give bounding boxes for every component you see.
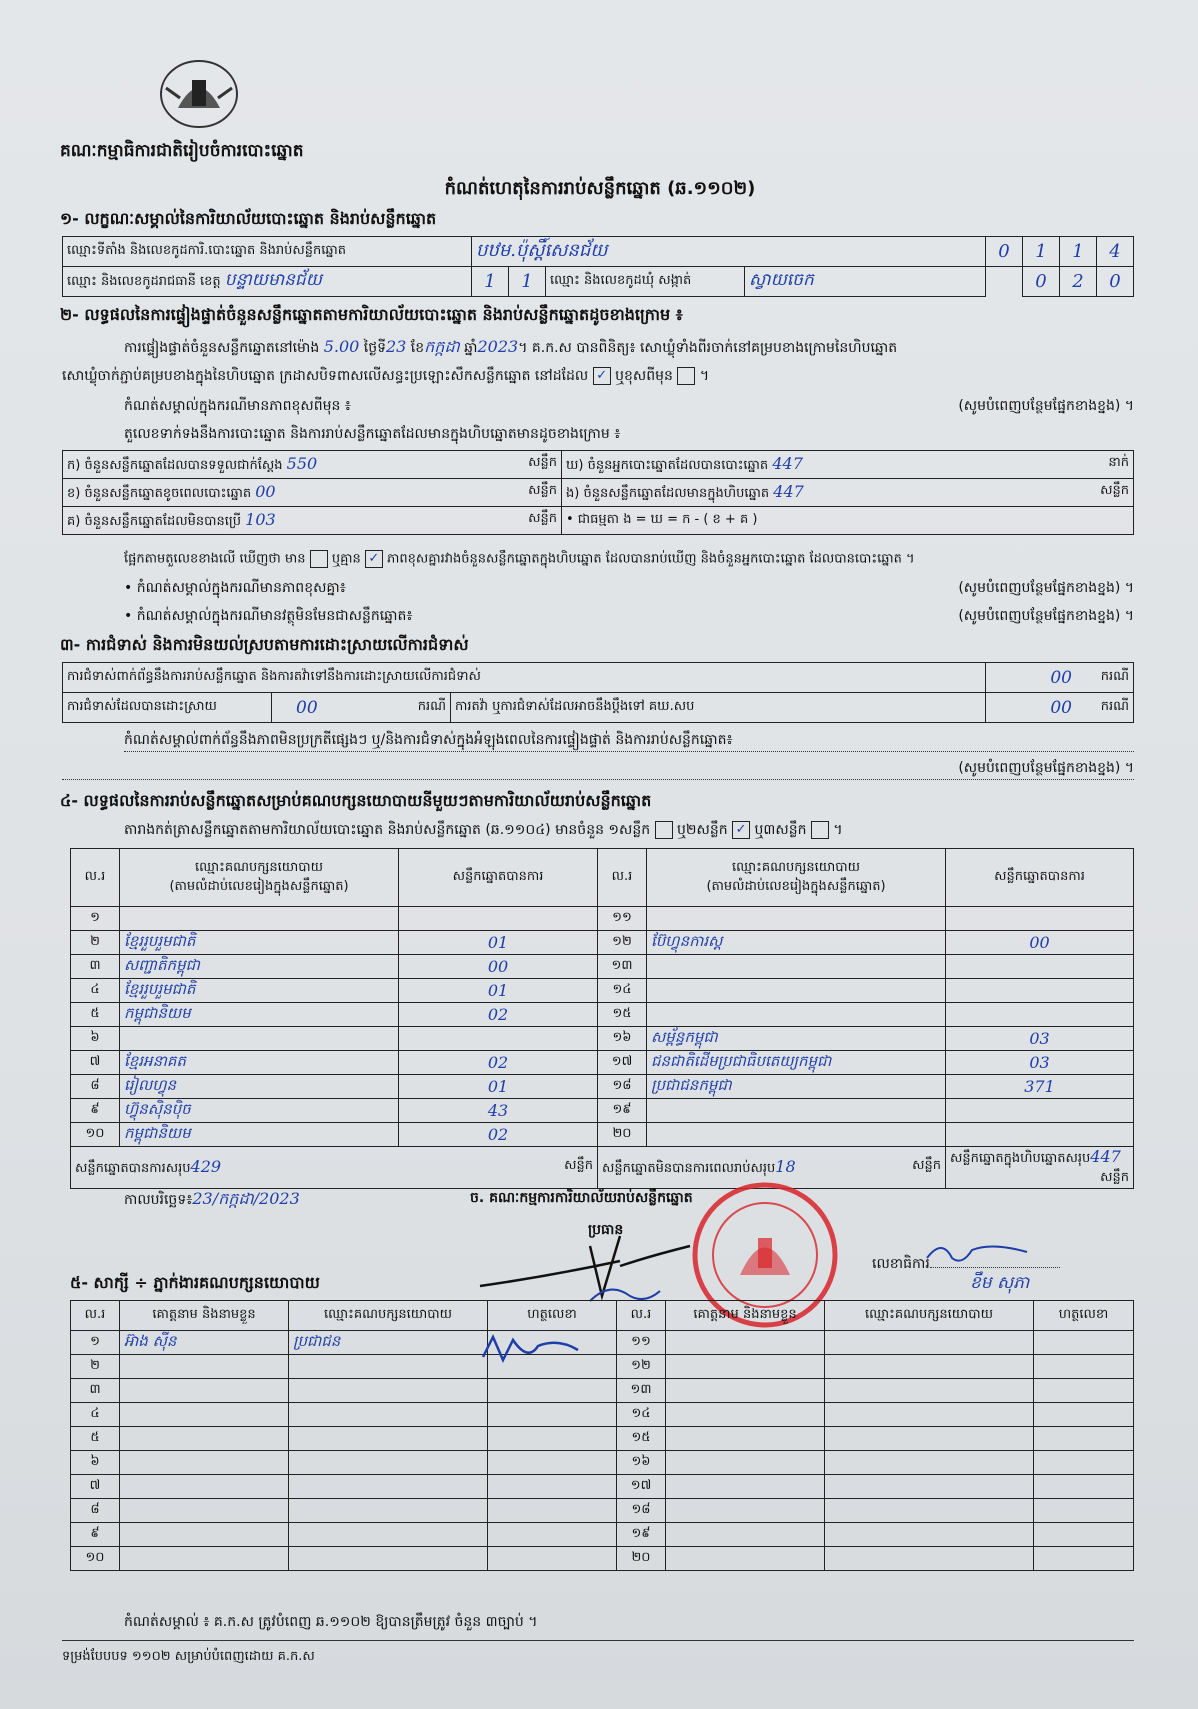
witness-no-left: ១០ (71, 1547, 120, 1571)
secretary-name: ខឹម សុភា (970, 1273, 1030, 1293)
party-votes-left: 02 (399, 1051, 598, 1075)
no-discrepancy-checkbox[interactable]: ✓ (365, 550, 383, 568)
witness-body (71, 1331, 1134, 1571)
witness-no-right: ២០ (617, 1547, 666, 1571)
result-row (71, 907, 1134, 931)
witness-name-right (666, 1331, 825, 1355)
party-name-right (647, 1099, 946, 1123)
section1-table (62, 236, 1134, 297)
party-name-left: ខ្មែរអនាគត (120, 1051, 399, 1075)
row-no-right: ១៦ (598, 1027, 647, 1051)
resolved-label: ការជំទាស់ដែលបានដោះស្រាយ (63, 693, 272, 723)
commune-code-2: 2 (1060, 267, 1097, 297)
complaints-value: 00 (1050, 667, 1072, 688)
section4-heading: ៤- លទ្ធផលនៃការរាប់សន្លឹកឆ្នោតសម្រាប់គណបក្សនយោបាយនីមួយៗតាមការិយាល័យរាប់សន្លឹកឆ្នោត (60, 791, 652, 810)
section3-heading: ៣- ការជំទាស់ និងការមិនយល់ស្របតាមការដោះស្រាយលើការជំទាស់ (60, 635, 469, 654)
party-name-left: កម្ពុជានិយម (120, 1123, 399, 1147)
witness-party-right (825, 1355, 1034, 1379)
witness-row (71, 1499, 1134, 1523)
row-no-right: ១៥ (598, 1003, 647, 1027)
result-row (71, 931, 1134, 955)
result-row (71, 1099, 1134, 1123)
witness-party-right (825, 1523, 1034, 1547)
note-foreign-object-line: • កំណត់សម្គាល់ក្នុងករណីមានវត្ថុមិនមែនជាសន្លឹកឆ្នោត៖ (សូមបំពេញបន្ថែមផ្នែកខាងខ្នង) ។ (124, 608, 1134, 624)
total-valid: 429 (190, 1156, 222, 1176)
total-invalid-cell: សន្លឹកឆ្នោតមិនបានការពេលរាប់សរុប18 សន្លឹក (598, 1147, 946, 1189)
witness-party-right (825, 1451, 1034, 1475)
complaints-cell: 00 ករណី (986, 663, 1134, 693)
witness-party-right (825, 1403, 1034, 1427)
party-votes-left (399, 907, 598, 931)
witness-sign-left (488, 1475, 617, 1499)
ballots-received: 550 (286, 453, 318, 473)
witness-name-right (666, 1427, 825, 1451)
row-no-left: ៣ (71, 955, 120, 979)
party-name-right (647, 955, 946, 979)
form-title: កំណត់ហេតុនៃការរាប់សន្លឹកឆ្នោត (ឆ.១១០២) (444, 178, 756, 199)
ballots-in-box: 447 (773, 481, 804, 501)
witness-party-left (289, 1547, 488, 1571)
witness-party-right (825, 1379, 1034, 1403)
party-votes-right: 371 (946, 1075, 1134, 1099)
witness-no-left: ៤ (71, 1403, 120, 1427)
witness-sign-right (1034, 1499, 1134, 1523)
party-votes-left: 01 (399, 1075, 598, 1099)
irregularity-fill-note: (សូមបំពេញបន្ថែមផ្នែកខាងខ្នង) ។ (62, 758, 1134, 780)
discrepancy-line: ផ្អែកតាមតួលេខខាងលើ ឃើញថា មាន ឬគ្មាន ✓ ភាពខុសគ្នារវាងចំនួនសន្លឹកឆ្នោតក្នុងហិបឆ្នោត ដែលបានរាប់ឃើញ និងចំនួនអ្នកបោះឆ្នោត ដែលបានបោះឆ្នោត ។ (124, 551, 915, 567)
witness-party-left (289, 1475, 488, 1499)
unchanged-checkbox[interactable]: ✓ (593, 367, 611, 385)
date-line: កាលបរិច្ឆេទ៖23/កក្កដា/2023 (124, 1189, 300, 1208)
result-row (71, 1123, 1134, 1147)
witness-row (71, 1523, 1134, 1547)
row-no-right: ១២ (598, 931, 647, 955)
col-votes-right: សន្លឹកឆ្នោតបានការ (946, 849, 1134, 907)
party-votes-right (946, 1099, 1134, 1123)
witness-party-right (825, 1547, 1034, 1571)
party-name-right: ប៊ែហ្វុនការស្ត (647, 931, 946, 955)
party-votes-right: 03 (946, 1027, 1134, 1051)
witness-party-left (289, 1451, 488, 1475)
witness-no-left: ១ (71, 1331, 120, 1355)
witness-no-right: ១៥ (617, 1427, 666, 1451)
witness-name-right (666, 1475, 825, 1499)
party-votes-right (946, 907, 1134, 931)
witness-sign-left (488, 1499, 617, 1523)
verification-line-1: ការផ្ទៀងផ្ទាត់ចំនួនសន្លឹកឆ្នោតនៅម៉ោង 5.00 ថ្ងៃទី23 ខែកក្កដា ឆ្នាំ2023។ គ.ក.ស បានពិនិត្យ៖ សោឃ្លុំទាំងពីរចាក់នៅគម្របខាងក្រោមនៃហិបឆ្នោត (124, 337, 898, 356)
witness-name-left (120, 1403, 289, 1427)
party-votes-right (946, 955, 1134, 979)
location-code-2: 1 (1023, 237, 1060, 267)
location-value: បឋម.ប៉ុស្តិ៍សេនជ័យ (472, 237, 986, 267)
witness-col-name-left: គោត្តនាម និងនាមខ្លួន (120, 1301, 289, 1331)
appeal-cell: 00 ករណី (986, 693, 1134, 723)
party-name-right: ប្រជាជនកម្ពុជា (647, 1075, 946, 1099)
one-sheet-checkbox[interactable] (655, 821, 673, 839)
witness-name-right (666, 1499, 825, 1523)
location-label: ឈ្មោះទីតាំង និងលេខកូដការិ.បោះឆ្នោត និងរាប់សន្លឹកឆ្នោត (63, 237, 472, 267)
row-no-left: ១ (71, 907, 120, 931)
voters-count: 447 (772, 453, 803, 473)
result-row (71, 955, 1134, 979)
result-row (71, 1051, 1134, 1075)
witness-name-left: អ៊ាង ស៊ីន (120, 1331, 289, 1355)
witness-col-party-left: ឈ្មោះគណបក្សនយោបាយ (289, 1301, 488, 1331)
witness-row (71, 1451, 1134, 1475)
witness-party-left (289, 1523, 488, 1547)
result-row (71, 1027, 1134, 1051)
col-party-right: ឈ្មោះគណបក្សនយោបាយ (តាមលំដាប់លេខរៀងក្នុងសន្លឹកឆ្នោត) (647, 849, 946, 907)
party-votes-left (399, 1027, 598, 1051)
witness-no-left: ២ (71, 1355, 120, 1379)
section1-heading: ១- លក្ខណៈសម្គាល់នៃការិយាល័យបោះឆ្នោត និងរាប់សន្លឹកឆ្នោត (60, 209, 437, 228)
party-name-left: សញ្ជាតិកម្ពុជា (120, 955, 399, 979)
witness-sign-right (1034, 1379, 1134, 1403)
province-code-1: 1 (472, 267, 509, 297)
secretary-signature-icon (922, 1238, 1032, 1268)
witness-no-right: ១៩ (617, 1523, 666, 1547)
witness-sign-left (488, 1403, 617, 1427)
verify-month: កក្កដា (424, 337, 460, 356)
form-note: ទម្រង់បែបបទ ១១០២ សម្រាប់បំពេញដោយ គ.ក.ស (62, 1649, 315, 1664)
total-box: 447 (1090, 1147, 1121, 1166)
changed-checkbox[interactable] (677, 367, 695, 385)
note-change-line: កំណត់សម្គាល់ក្នុងករណីមានភាពខុសពីមុន ៖ (សូមបំពេញបន្ថែមផ្នែកខាងខ្នង) ។ (124, 398, 1134, 414)
party-name-left: រៀលហ្វុន (120, 1075, 399, 1099)
note-discrepancy-line: • កំណត់សម្គាល់ក្នុងករណីមានភាពខុសគ្នា៖ (សូមបំពេញបន្ថែមផ្នែកខាងខ្នង) ។ (124, 580, 1134, 596)
witness-party-right (825, 1475, 1034, 1499)
party-name-left: ខ្មែររួបរួមជាតិ (120, 931, 399, 955)
witness-party-left (289, 1355, 488, 1379)
voters-cell: ឃ) ចំនួនអ្នកបោះឆ្នោតដែលបានបោះឆ្នោត 447 នាក់ (562, 451, 1134, 479)
province-value: បន្ទាយមានជ័យ (224, 270, 322, 290)
result-row (71, 1003, 1134, 1027)
org-name: គណៈកម្មាធិការជាតិរៀបចំការបោះឆ្នោត (60, 141, 304, 161)
row-no-left: ៧ (71, 1051, 120, 1075)
witness-no-right: ១៣ (617, 1379, 666, 1403)
three-sheet-checkbox[interactable] (811, 821, 829, 839)
total-box-cell: សន្លឹកឆ្នោតក្នុងហិបឆ្នោតសរុប447 សន្លឹក (946, 1147, 1134, 1189)
location-code-4: 4 (1097, 237, 1134, 267)
tally-sheets-line: តារាងកត់ត្រាសន្លឹកឆ្នោតតាមការិយាល័យបោះឆ្នោត និងរាប់សន្លឹកឆ្នោត (ឆ.១១០៤) មានចំនួន ១សន្លឹក ឬ២សន្លឹក ✓ ឬ៣សន្លឹក ។ (124, 822, 843, 838)
witness-col-sign-right: ហត្ថលេខា (1034, 1301, 1134, 1331)
witness-row (71, 1379, 1134, 1403)
witness-sign-right (1034, 1331, 1134, 1355)
row-no-right: ២០ (598, 1123, 647, 1147)
results-body (71, 907, 1134, 1147)
witness-name-left (120, 1451, 289, 1475)
col-party-left: ឈ្មោះគណបក្សនយោបាយ (តាមលំដាប់លេខរៀងក្នុងសន្លឹកឆ្នោត) (120, 849, 399, 907)
row-no-right: ១៨ (598, 1075, 647, 1099)
party-votes-left: 01 (399, 931, 598, 955)
party-name-left: កម្ពុជានិយម (120, 1003, 399, 1027)
party-name-left (120, 907, 399, 931)
witness-name-right (666, 1403, 825, 1427)
results-table (70, 848, 1134, 1189)
party-votes-right (946, 979, 1134, 1003)
witness-sign-left (488, 1547, 617, 1571)
row-no-right: ១៩ (598, 1099, 647, 1123)
witness-col-no-right: ល.រ (617, 1301, 666, 1331)
row-no-left: ៥ (71, 1003, 120, 1027)
witness-party-left (289, 1499, 488, 1523)
party-name-left (120, 1027, 399, 1051)
chair-label: ប្រធាន (588, 1222, 624, 1238)
chair-signature-icon (470, 1226, 700, 1306)
date-value: 23/កក្កដា/2023 (192, 1189, 300, 1208)
witness-party-right (825, 1427, 1034, 1451)
ballots-spoiled-cell: ខ) ចំនួនសន្លឹកឆ្នោតខូចពេលបោះឆ្នោត 00 សន្លឹក (63, 479, 562, 507)
row-no-left: ៨ (71, 1075, 120, 1099)
witness-row (71, 1403, 1134, 1427)
witness-name-right (666, 1523, 825, 1547)
secretary-line: លេខាធិការ (872, 1254, 1060, 1275)
witness-sign-right (1034, 1355, 1134, 1379)
witness-name-left (120, 1547, 289, 1571)
witness-signature-icon (478, 1332, 588, 1366)
party-name-right (647, 1123, 946, 1147)
row-no-left: ៩ (71, 1099, 120, 1123)
party-name-right: ជនជាតិដើមប្រជាធិបតេយ្យកម្ពុជា (647, 1051, 946, 1075)
witness-no-left: ៧ (71, 1475, 120, 1499)
verify-year: 2023 (477, 337, 519, 356)
commune-value: ស្វាយចេក (745, 267, 986, 297)
party-votes-right: 03 (946, 1051, 1134, 1075)
witness-no-right: ១៧ (617, 1475, 666, 1499)
witness-col-party-right: ឈ្មោះគណបក្សនយោបាយ (825, 1301, 1034, 1331)
witness-no-left: ៨ (71, 1499, 120, 1523)
party-votes-left: 43 (399, 1099, 598, 1123)
complaints-table (62, 662, 1134, 723)
witness-name-left (120, 1523, 289, 1547)
witness-col-no-left: ល.រ (71, 1301, 120, 1331)
col-votes-left: សន្លឹកឆ្នោតបានការ (399, 849, 598, 907)
row-no-right: ១៤ (598, 979, 647, 1003)
witness-no-right: ១២ (617, 1355, 666, 1379)
location-code-1: 0 (986, 237, 1023, 267)
witness-no-right: ១៨ (617, 1499, 666, 1523)
col-no-left: ល.រ (71, 849, 120, 907)
witness-party-right (825, 1499, 1034, 1523)
two-sheet-checkbox[interactable]: ✓ (732, 821, 750, 839)
witness-no-right: ១១ (617, 1331, 666, 1355)
party-votes-right: 00 (946, 931, 1134, 955)
witness-col-name-right: គោត្តនាម និងនាមខ្លួន (666, 1301, 825, 1331)
footnote: កំណត់សម្គាល់ ៖ គ.ក.ស ត្រូវបំពេញ ឆ.១១០២ ឱ្យបានត្រឹមត្រូវ ចំនួន ៣ច្បាប់ ។ (124, 1614, 538, 1630)
witness-col-sign-left: ហត្ថលេខា (488, 1301, 617, 1331)
has-discrepancy-checkbox[interactable] (310, 550, 328, 568)
party-votes-left: 00 (399, 955, 598, 979)
witness-name-left (120, 1499, 289, 1523)
ballots-unused-cell: គ) ចំនួនសន្លឹកឆ្នោតដែលមិនបានប្រើ 103 សន្លឹក (63, 507, 562, 535)
witness-no-right: ១៦ (617, 1451, 666, 1475)
witness-name-right (666, 1355, 825, 1379)
witness-table (70, 1300, 1134, 1571)
witness-party-left (289, 1403, 488, 1427)
witness-name-right (666, 1547, 825, 1571)
witness-sign-left (488, 1427, 617, 1451)
row-no-left: ៦ (71, 1027, 120, 1051)
appeal-value: 00 (1050, 697, 1072, 718)
formula-cell: • ជាធម្មតា ង = ឃ = ក - ( ខ + គ ) (562, 507, 1134, 535)
complaints-label: ការជំទាស់ពាក់ព័ន្ធនឹងការរាប់សន្លឹកឆ្នោត និងការតវ៉ាទៅនឹងការដោះស្រាយលើការជំទាស់ (63, 663, 986, 693)
committee-label: ច. គណៈកម្មការការិយាល័យរាប់សន្លឹកឆ្នោត (470, 1190, 693, 1206)
commune-label: ឈ្មោះ និងលេខកូដឃុំ សង្កាត់ (546, 267, 745, 297)
witness-row (71, 1547, 1134, 1571)
witness-name-left (120, 1379, 289, 1403)
result-row (71, 979, 1134, 1003)
witness-name-left (120, 1355, 289, 1379)
commune-code-3: 0 (1097, 267, 1134, 297)
total-invalid: 18 (775, 1156, 796, 1176)
ballots-in-box-cell: ង) ចំនួនសន្លឹកឆ្នោតដែលមានក្នុងហិបឆ្នោត 447 សន្លឹក (562, 479, 1134, 507)
witness-no-left: ៦ (71, 1451, 120, 1475)
witness-sign-right (1034, 1451, 1134, 1475)
row-no-right: ១១ (598, 907, 647, 931)
footer-divider (62, 1640, 1134, 1641)
party-votes-left: 02 (399, 1123, 598, 1147)
witness-no-left: ៣ (71, 1379, 120, 1403)
party-name-left: ខ្មែររួបរួមជាតិ (120, 979, 399, 1003)
party-votes-left: 01 (399, 979, 598, 1003)
resolved-cell: 00 ករណី (272, 693, 451, 723)
witness-sign-right (1034, 1523, 1134, 1547)
witness-no-left: ៩ (71, 1523, 120, 1547)
ballots-received-cell: ក) ចំនួនសន្លឹកឆ្នោតដែលបានទទួលជាក់ស្តែង 550 សន្លឹក (63, 451, 562, 479)
section5-heading: ៥- សាក្សី ÷ ភ្នាក់ងារគណបក្សនយោបាយ (70, 1273, 320, 1292)
irregularity-note: កំណត់សម្គាល់ពាក់ព័ន្ធនឹងភាពមិនប្រក្រតីផ្សេងៗ ឬ/និងការជំទាស់ក្នុងអំឡុងពេលនៃការផ្ទៀងផ្ទាត់ និងការរាប់សន្លឹកឆ្នោត៖ (124, 730, 1134, 752)
province-label: ឈ្មោះ និងលេខកូដរាជធានី ខេត្ត បន្ទាយមានជ័យ (63, 267, 472, 297)
witness-name-right (666, 1451, 825, 1475)
witness-sign-right (1034, 1475, 1134, 1499)
witness-party-left (289, 1427, 488, 1451)
section2-heading: ២- លទ្ធផលនៃការផ្ទៀងផ្ទាត់ចំនួនសន្លឹកឆ្នោតតាមការិយាល័យបោះឆ្នោត និងរាប់សន្លឹកឆ្នោតដូចខាងក្រោម ៖ (60, 305, 683, 324)
party-votes-left: 02 (399, 1003, 598, 1027)
party-name-right (647, 907, 946, 931)
verify-time: 5.00 (323, 337, 360, 356)
witness-sign-right (1034, 1427, 1134, 1451)
witness-name-left (120, 1475, 289, 1499)
row-no-right: ១៣ (598, 955, 647, 979)
witness-row (71, 1475, 1134, 1499)
verify-day: 23 (385, 337, 407, 356)
total-valid-cell: សន្លឹកឆ្នោតបានការសរុប429 សន្លឹក (71, 1147, 598, 1189)
witness-sign-right (1034, 1403, 1134, 1427)
witness-party-left: ប្រជាជន (289, 1331, 488, 1355)
row-no-left: ១០ (71, 1123, 120, 1147)
witness-sign-left (488, 1379, 617, 1403)
appeal-label: ការតវ៉ា ឬការជំទាស់ដែលអាចនឹងប្តឹងទៅ គឃ.សប (451, 693, 986, 723)
ballots-spoiled: 00 (255, 481, 276, 501)
witness-sign-left (488, 1523, 617, 1547)
witness-no-left: ៥ (71, 1427, 120, 1451)
party-votes-right (946, 1123, 1134, 1147)
witness-no-right: ១៤ (617, 1403, 666, 1427)
witness-row (71, 1331, 1134, 1355)
witness-sign-right (1034, 1547, 1134, 1571)
party-votes-right (946, 1003, 1134, 1027)
witness-party-left (289, 1379, 488, 1403)
witness-name-right (666, 1379, 825, 1403)
row-no-left: ៤ (71, 979, 120, 1003)
party-name-right (647, 1003, 946, 1027)
ballots-unused: 103 (245, 509, 276, 529)
party-name-right (647, 979, 946, 1003)
party-name-left: ហ៊្វុនស៊ិនប៉ិច (120, 1099, 399, 1123)
figures-intro: តួលេខទាក់ទងនឹងការបោះឆ្នោត និងការរាប់សន្លឹកឆ្នោតដែលមានក្នុងហិបឆ្នោតមានដូចខាងក្រោម ៖ (124, 426, 621, 442)
witness-party-right (825, 1331, 1034, 1355)
figures-table (62, 450, 1134, 535)
nec-logo-icon (158, 58, 240, 130)
resolved-value: 00 (296, 697, 318, 718)
witness-row (71, 1427, 1134, 1451)
witness-name-left (120, 1427, 289, 1451)
col-no-right: ល.រ (598, 849, 647, 907)
row-no-left: ២ (71, 931, 120, 955)
location-code-3: 1 (1060, 237, 1097, 267)
witness-sign-left (488, 1451, 617, 1475)
witness-row (71, 1355, 1134, 1379)
province-code-2: 1 (509, 267, 546, 297)
result-row (71, 1075, 1134, 1099)
verification-line-2: សោឃ្លុំចាក់ភ្ជាប់គម្របខាងក្នុងនៃហិបឆ្នោត ក្រដាសបិទពាសលើសន្ធះប្រឡោះសឹកសន្លឹកឆ្នោត នៅដដែល ✓ ឬខុសពីមុន ។ (62, 368, 710, 384)
party-name-right: សម្ព័ន្ធកម្ពុជា (647, 1027, 946, 1051)
row-no-right: ១៧ (598, 1051, 647, 1075)
commune-code-1: 0 (1023, 267, 1060, 297)
